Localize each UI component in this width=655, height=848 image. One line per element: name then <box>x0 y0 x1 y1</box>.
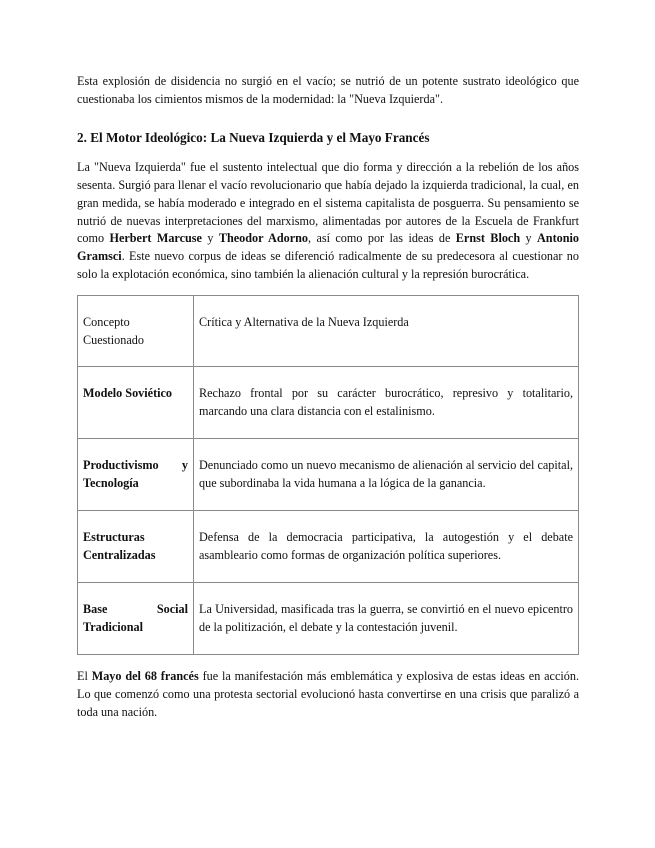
concept-label: Productivismo y Tecnología <box>83 458 188 491</box>
critique-cell: La Universidad, masificada tras la guerra, se convirtió en el nuevo epicentro de la politización, el debate y la contestación juvenil. <box>194 583 579 655</box>
concept-cell <box>78 439 194 511</box>
concept-label: Modelo Soviético <box>83 386 173 401</box>
table-row <box>78 583 579 655</box>
concepts-table <box>77 295 579 655</box>
paragraph-text: La "Nueva Izquierda" fue el sustento intelectual que dio forma y dirección a la rebelión de los años sesenta. Surgió para llenar el vacío revolucionario que había dejado la izquierda tradicional, la cual, en gran medida, se había moderado e integrado en el sistema capitalista de posguerra. Su pensamiento se nutrió de nuevas interpretaciones del marxismo, alimentadas por autores de la Escuela de Frankfurt como <box>77 159 579 246</box>
concept-label: Estructuras Centralizadas <box>83 530 156 563</box>
concept-cell <box>78 511 194 583</box>
author-name: Herbert Marcuse <box>109 231 202 246</box>
author-name: Theodor Adorno <box>218 231 309 246</box>
section-paragraph <box>77 159 579 284</box>
header-cell-concept: Concepto Cuestionado <box>78 296 194 367</box>
event-name: Mayo del 68 francés <box>91 669 199 684</box>
concept-label: Base Social Tradicional <box>83 602 188 635</box>
paragraph-text: fue la manifestación más emblemática y explosiva de estas ideas en acción. Lo que comenzó como una protesta sectorial evolucionó hasta convertirse en una crisis que paralizó a toda una nación. <box>77 669 579 719</box>
paragraph-text: y <box>201 231 219 246</box>
critique-cell: Defensa de la democracia participativa, la autogestión y el debate asambleario como formas de organización política superiores. <box>194 511 579 583</box>
critique-cell: Denunciado como un nuevo mecanismo de alienación al servicio del capital, que subordinaba la vida humana a la lógica de la ganancia. <box>194 439 579 511</box>
intro-paragraph: Esta explosión de disidencia no surgió en el vacío; se nutrió de un potente sustrato ideológico que cuestionaba los cimientos mismos de la modernidad: la "Nueva Izquierda". <box>77 74 579 106</box>
table-row <box>78 511 579 583</box>
critique-cell: Rechazo frontal por su carácter burocrático, represivo y totalitario, marcando una clara distancia con el estalinismo. <box>194 367 579 439</box>
paragraph-text: , así como por las ideas de <box>308 231 456 246</box>
author-name: Antonio Gramsci <box>77 231 579 264</box>
concept-cell <box>78 583 194 655</box>
document-page <box>77 73 579 722</box>
concept-cell <box>78 367 194 439</box>
table-row <box>78 367 579 439</box>
header-cell-critique: Crítica y Alternativa de la Nueva Izquierda <box>194 296 579 367</box>
paragraph-text: y <box>520 231 537 246</box>
author-name: Ernst Bloch <box>455 231 521 246</box>
paragraph-text: El <box>77 669 92 684</box>
table-header-row <box>78 296 579 367</box>
closing-paragraph <box>77 668 579 722</box>
table-row <box>78 439 579 511</box>
paragraph-text: . Este nuevo corpus de ideas se diferenció radicalmente de su predecesora al cuestionar no solo la explotación económica, sino también la alienación cultural y la represión burocrática. <box>77 249 579 282</box>
section-heading: 2. El Motor Ideológico: La Nueva Izquierda y el Mayo Francés <box>77 129 430 145</box>
